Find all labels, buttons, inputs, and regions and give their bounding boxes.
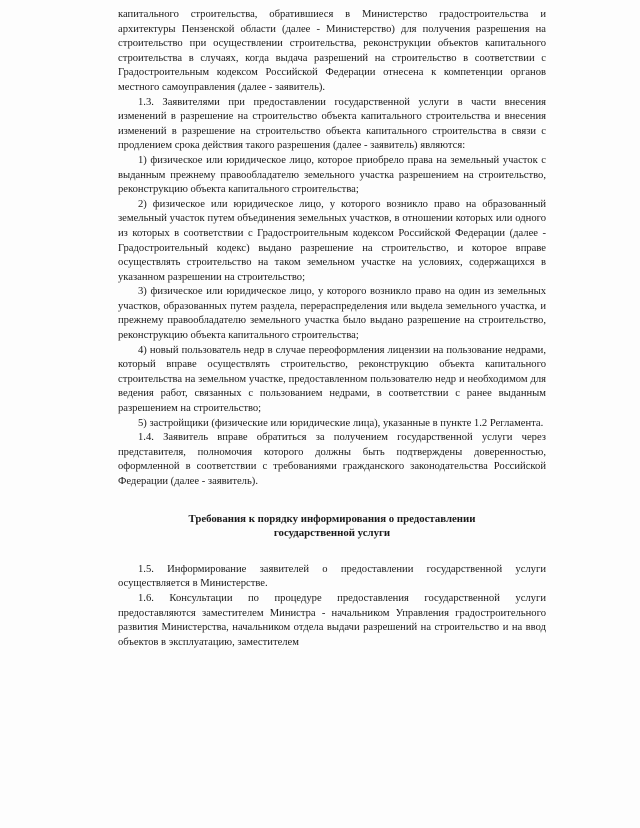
section-heading-line-1: Требования к порядку информирования о предоставлении	[188, 512, 476, 525]
paragraph-1-4: 1.4. Заявитель вправе обратиться за получением государственной услуги через представителя, полномочия которого должны быть подтверждены доверенностью, оформленной в соответствии с требованиями гражданского законодательства Российской Федерации (далее - заявитель).	[118, 432, 546, 487]
paragraph-1-5: 1.5. Информирование заявителей о предоставлении государственной услуги осуществляется в Министерстве.	[118, 563, 546, 590]
list-item-4: 4) новый пользователь недр в случае переоформления лицензии на пользование недрами, который вправе осуществлять строительство, реконструкцию объекта капитального строительства на земельном участке, предоставленном пользователю недр и необходимом для ведения работ, связанных с пользованием недрами, в соответствии с ранее выданным разрешением на строительство;	[118, 344, 546, 415]
section-heading	[118, 512, 546, 541]
list-item-2: 2) физическое или юридическое лицо, у которого возникло право на образованный земельный участок путем объединения земельных участков, в отношении которых или одного из которых в соответствии с Градостроительным кодексом Российской Федерации (далее - Градостроительный кодекс) выдано разрешение на строительство, и которое вправе осуществлять строительство на таком земельном участке на условиях, содержащихся в указанном разрешении на строительство;	[118, 198, 546, 283]
paragraph-1-3: 1.3. Заявителями при предоставлении государственной услуги в части внесения изменений в разрешение на строительство объекта капитального строительства и внесения изменений в разрешение на строительство объекта капитального строительства в связи с продлением срока действия такого разрешения (далее - заявитель) являются:	[118, 96, 546, 152]
list-item-5: 5) застройщики (физические или юридические лица), указанные в пункте 1.2 Регламента.	[138, 417, 544, 429]
list-item-3: 3) физическое или юридическое лицо, у которого возникло право на один из земельных участков, образованных путем раздела, перераспределения или выдела земельного участка, и прежнему правообладателю земельного участка было выдано разрешение на строительство, реконструкцию объекта капитального строительства;	[118, 286, 546, 342]
list-item-1: 1) физическое или юридическое лицо, которое приобрело права на земельный участок с выданным прежнему правообладателю земельного участка разрешением на строительство, реконструкцию объекта капитального строительства;	[118, 154, 546, 196]
paragraph-intro: капитального строительства, обратившиеся в Министерство градостроительства и архитектуры Пензенской области (далее - Министерство) для получения разрешения на строительство при осуществлении строительства, реконструкции объектов капитального строительства в случаях, когда выдача разрешений на строительство в соответствии с Градостроительным кодексом Российской Федерации отнесена к компетенции органов местного самоуправления (далее - заявитель).	[118, 9, 546, 93]
document-body	[118, 8, 546, 650]
section-heading-line-2: государственной услуги	[273, 527, 391, 540]
paragraph-1-6: 1.6. Консультации по процедуре предоставления государственной услуги предоставляются заместителем Министра - начальником Управления градостроительного развития Министерства, начальником отдела выдачи разрешений на строительство и на ввод объектов в эксплуатацию, заместителем	[118, 592, 546, 648]
